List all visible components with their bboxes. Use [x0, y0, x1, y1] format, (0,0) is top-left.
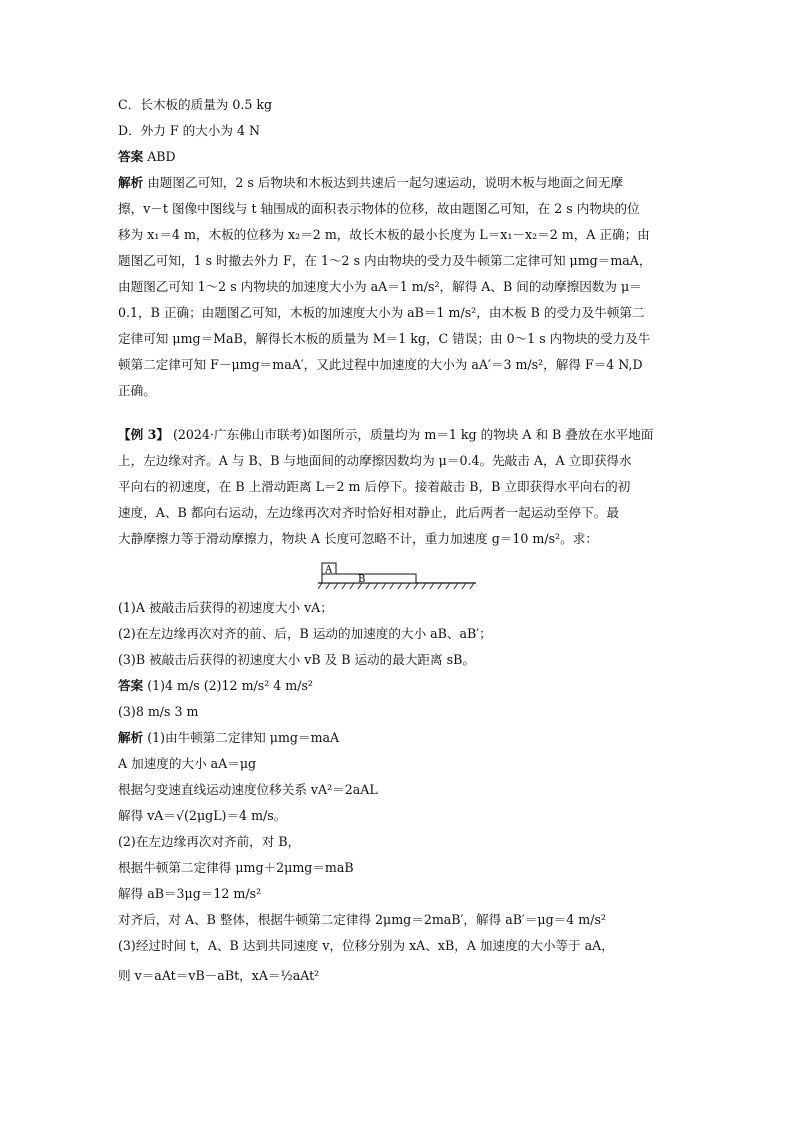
analysis-2-line: 对齐后，对 A、B 整体，根据牛顿第二定律得 2μmg＝2maB′，解得 aB′＝μg＝4 m/s²: [118, 912, 606, 927]
analysis-2-line: (2)在左边缘再次对齐前，对 B，: [118, 834, 301, 849]
analysis-2-line: A 加速度的大小 aA＝μg: [118, 756, 257, 771]
question-2: (2)在左边缘再次对齐的前、后，B 运动的加速度的大小 aB、aB′；: [118, 626, 492, 641]
analysis-2-line: 解得 vA＝√(2μgL)＝4 m/s。: [118, 808, 287, 823]
analysis-1-line: 顿第二定律可知 F－μmg＝maA′，又此过程中加速度的大小为 aA′＝3 m/s²，解得 F＝4 N,D: [118, 357, 643, 372]
example-3-line: 大静摩擦力等于滑动摩擦力，物块 A 长度可忽略不计，重力加速度 g＝10 m/s²。求：: [118, 531, 598, 546]
question-1: (1)A 被敲击后获得的初速度大小 vA；: [118, 600, 333, 615]
analysis-1-line: 由题图乙可知 1～2 s 内物块的加速度大小为 aA＝1 m/s²，解得 A、B 间的动摩擦因数为 μ＝: [118, 279, 642, 294]
block-b: [322, 574, 416, 583]
analysis-1-line: 定律可知 μmg＝MaB，解得长木板的质量为 M＝1 kg，C 错误；由 0～1 s 内物块的受力及牛: [118, 331, 651, 346]
analysis-1-line: 题图乙可知，1 s 时撤去外力 F，在 1～2 s 内由物块的受力及牛顿第二定律可知 μmg＝maA，: [118, 253, 652, 268]
answer-2-line: 答案 (1)4 m/s (2)12 m/s² 4 m/s²: [118, 678, 313, 693]
answer-1: 答案 ABD: [118, 149, 176, 164]
analysis-2-line: 则 v＝aAt＝vB－aBt，xA＝½aAt²: [118, 968, 320, 983]
example-3-line: 平向右的初速度，在 B 上滑动距离 L＝2 m 后停下。接着敲击 B，B 立即获得水平向右的初: [118, 479, 631, 494]
analysis-1-line: 擦，v－t 图像中图线与 t 轴围成的面积表示物体的位移，故由题图乙可知，在 2 s 内物块的位: [118, 201, 640, 216]
example-3-line: 【例 3】 (2024·广东佛山市联考)如图所示，质量均为 m＝1 kg 的物块 A 和 B 叠放在水平地面: [118, 427, 654, 442]
question-3: (3)B 被敲击后获得的初速度大小 vB 及 B 运动的最大距离 sB。: [118, 652, 475, 667]
block-figure: [318, 561, 478, 591]
analysis-1-line: 移为 x₁＝4 m，木板的位移为 x₂＝2 m，故长木板的最小长度为 L＝x₁－x₂＝2 m，A 正确；由: [118, 227, 650, 242]
option-c: C．长木板的质量为 0.5 kg: [118, 97, 273, 112]
analysis-1-line: 解析 由题图乙可知，2 s 后物块和木板达到共速后一起匀速运动，说明木板与地面之间无摩: [118, 175, 624, 190]
answer-2-line: (3)8 m/s 3 m: [118, 704, 199, 719]
option-d: D．外力 F 的大小为 4 N: [118, 123, 261, 138]
analysis-2-line: 解得 aB＝3μg＝12 m/s²: [118, 886, 262, 901]
analysis-1-line: 0.1，B 正确；由题图乙可知，木板的加速度大小为 aB＝1 m/s²，由木板 B 的受力及牛顿第二: [118, 305, 645, 320]
example-3-line: 上，左边缘对齐。A 与 B、B 与地面间的动摩擦因数均为 μ＝0.4。先敲击 A，A 立即获得水: [118, 453, 632, 468]
analysis-2-line: 解析 (1)由牛顿第二定律知 μmg＝maA: [118, 730, 340, 745]
analysis-2-line: (3)经过时间 t，A、B 达到共同速度 v，位移分别为 xA、xB，A 加速度的大小等于 aA，: [118, 938, 614, 953]
ground-hatch: [318, 583, 474, 589]
block-a-label: A: [325, 564, 333, 576]
example-3-line: 速度，A、B 都向右运动，左边缘再次对齐时恰好相对静止，此后两者一起运动至停下。最: [118, 505, 619, 520]
block-b-label: B: [358, 574, 366, 585]
analysis-1-line: 正确。: [118, 383, 156, 398]
analysis-2-line: 根据牛顿第二定律得 μmg＋2μmg＝maB: [118, 860, 354, 875]
analysis-2-line: 根据匀变速直线运动速度位移关系 vA²＝2aAL: [118, 782, 378, 797]
